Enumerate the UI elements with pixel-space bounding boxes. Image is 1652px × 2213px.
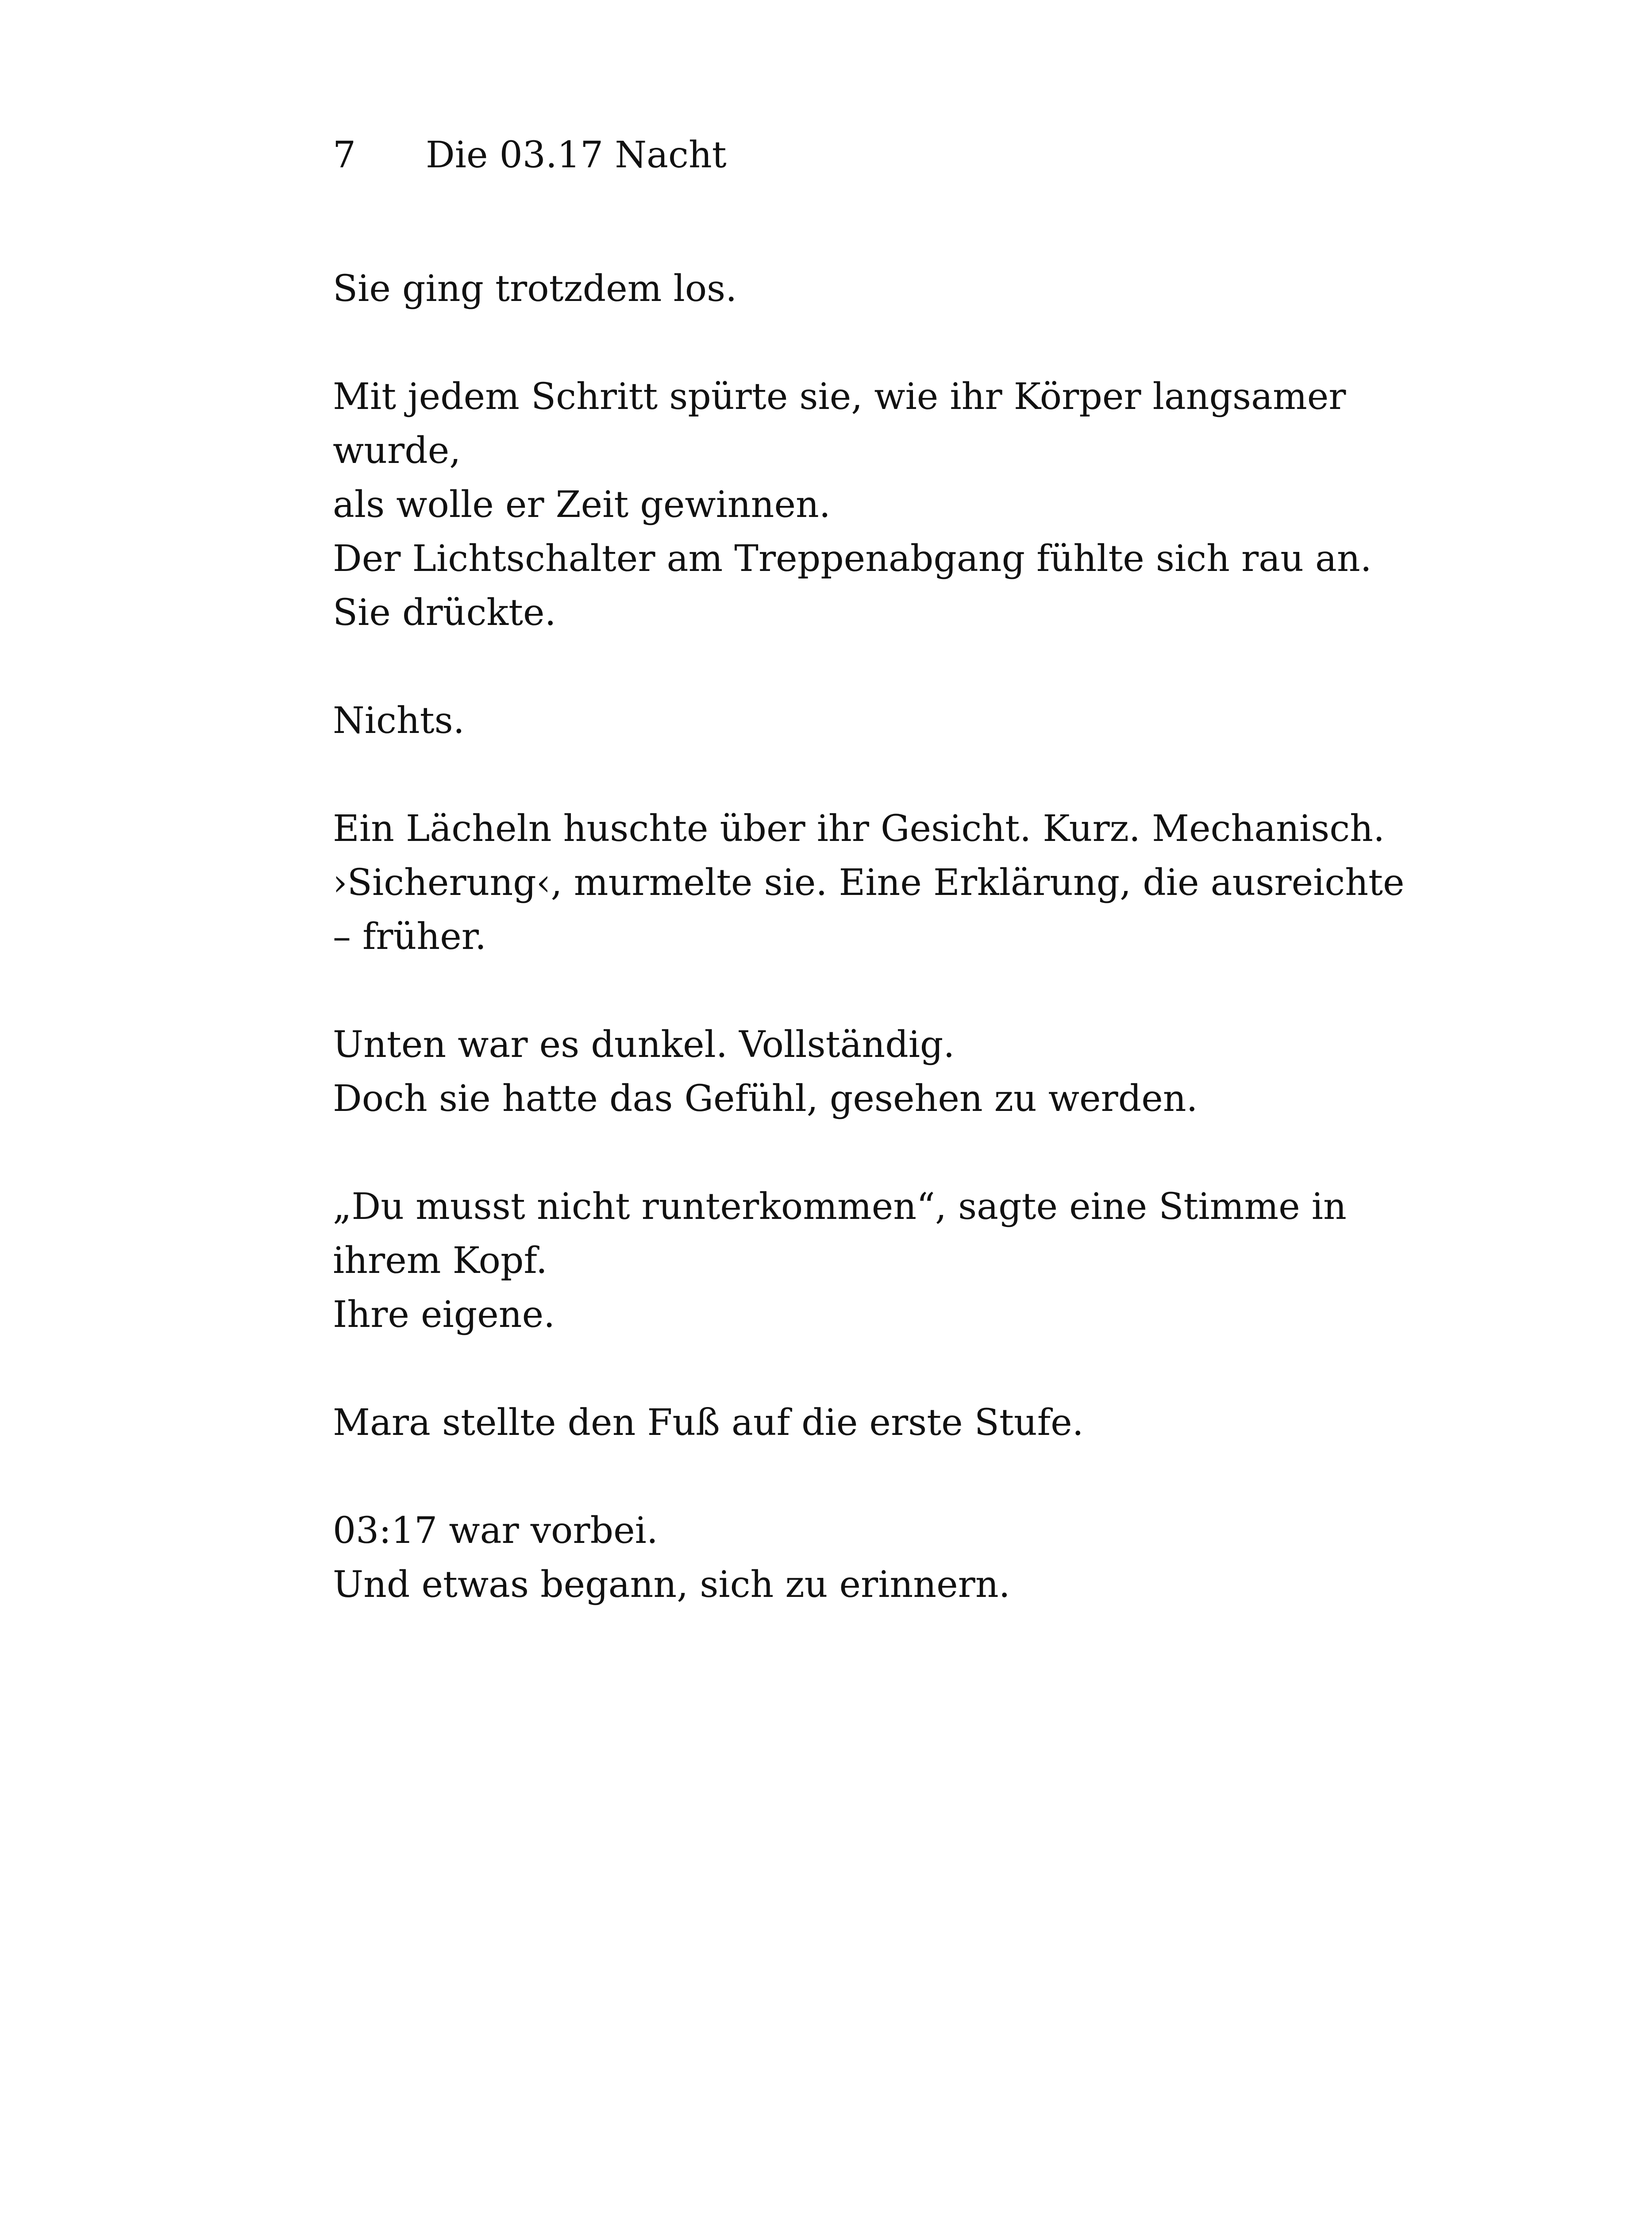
text-line: wurde, [333,430,461,472]
text-line: Doch sie hatte das Gefühl, gesehen zu werden. [333,1078,1198,1120]
chapter-body [333,262,1405,1612]
text-line: Nichts. [333,700,465,742]
text-line: Und etwas begann, sich zu erinnern. [333,1564,1010,1606]
paragraph-gap [333,964,1333,1018]
paragraph-gap [333,1126,1333,1180]
chapter-heading [333,131,727,180]
text-line: Mara stellte den Fuß auf die erste Stufe. [333,1402,1084,1444]
text-line: Sie ging trotzdem los. [333,268,737,310]
text-line: 03:17 war vorbei. [333,1510,658,1552]
paragraph-gap [333,1342,1333,1396]
text-line: ›Sicherung‹, murmelte sie. Eine Erklärung, die ausreichte [333,862,1405,904]
chapter-title: Die 03.17 Nacht [426,134,727,176]
text-line: als wolle er Zeit gewinnen. [333,484,831,526]
paragraph-gap [333,640,1333,694]
text-line: Mit jedem Schritt spürte sie, wie ihr Körper langsamer [333,376,1346,418]
text-line: Ihre eigene. [333,1294,555,1336]
paragraph-gap [333,748,1333,802]
text-line: Unten war es dunkel. Vollständig. [333,1024,955,1066]
paragraph-gap [333,316,1333,370]
text-line: ihrem Kopf. [333,1240,547,1282]
text-line: Ein Lächeln huschte über ihr Gesicht. Kurz. Mechanisch. [333,808,1385,850]
text-line: Der Lichtschalter am Treppenabgang fühlte sich rau an. [333,538,1372,580]
paragraph-gap [333,1450,1333,1504]
text-line: „Du musst nicht runterkommen“, sagte eine Stimme in [333,1186,1347,1228]
text-line: – früher. [333,916,487,958]
chapter-number: 7 [333,134,356,176]
text-line: Sie drückte. [333,592,556,634]
